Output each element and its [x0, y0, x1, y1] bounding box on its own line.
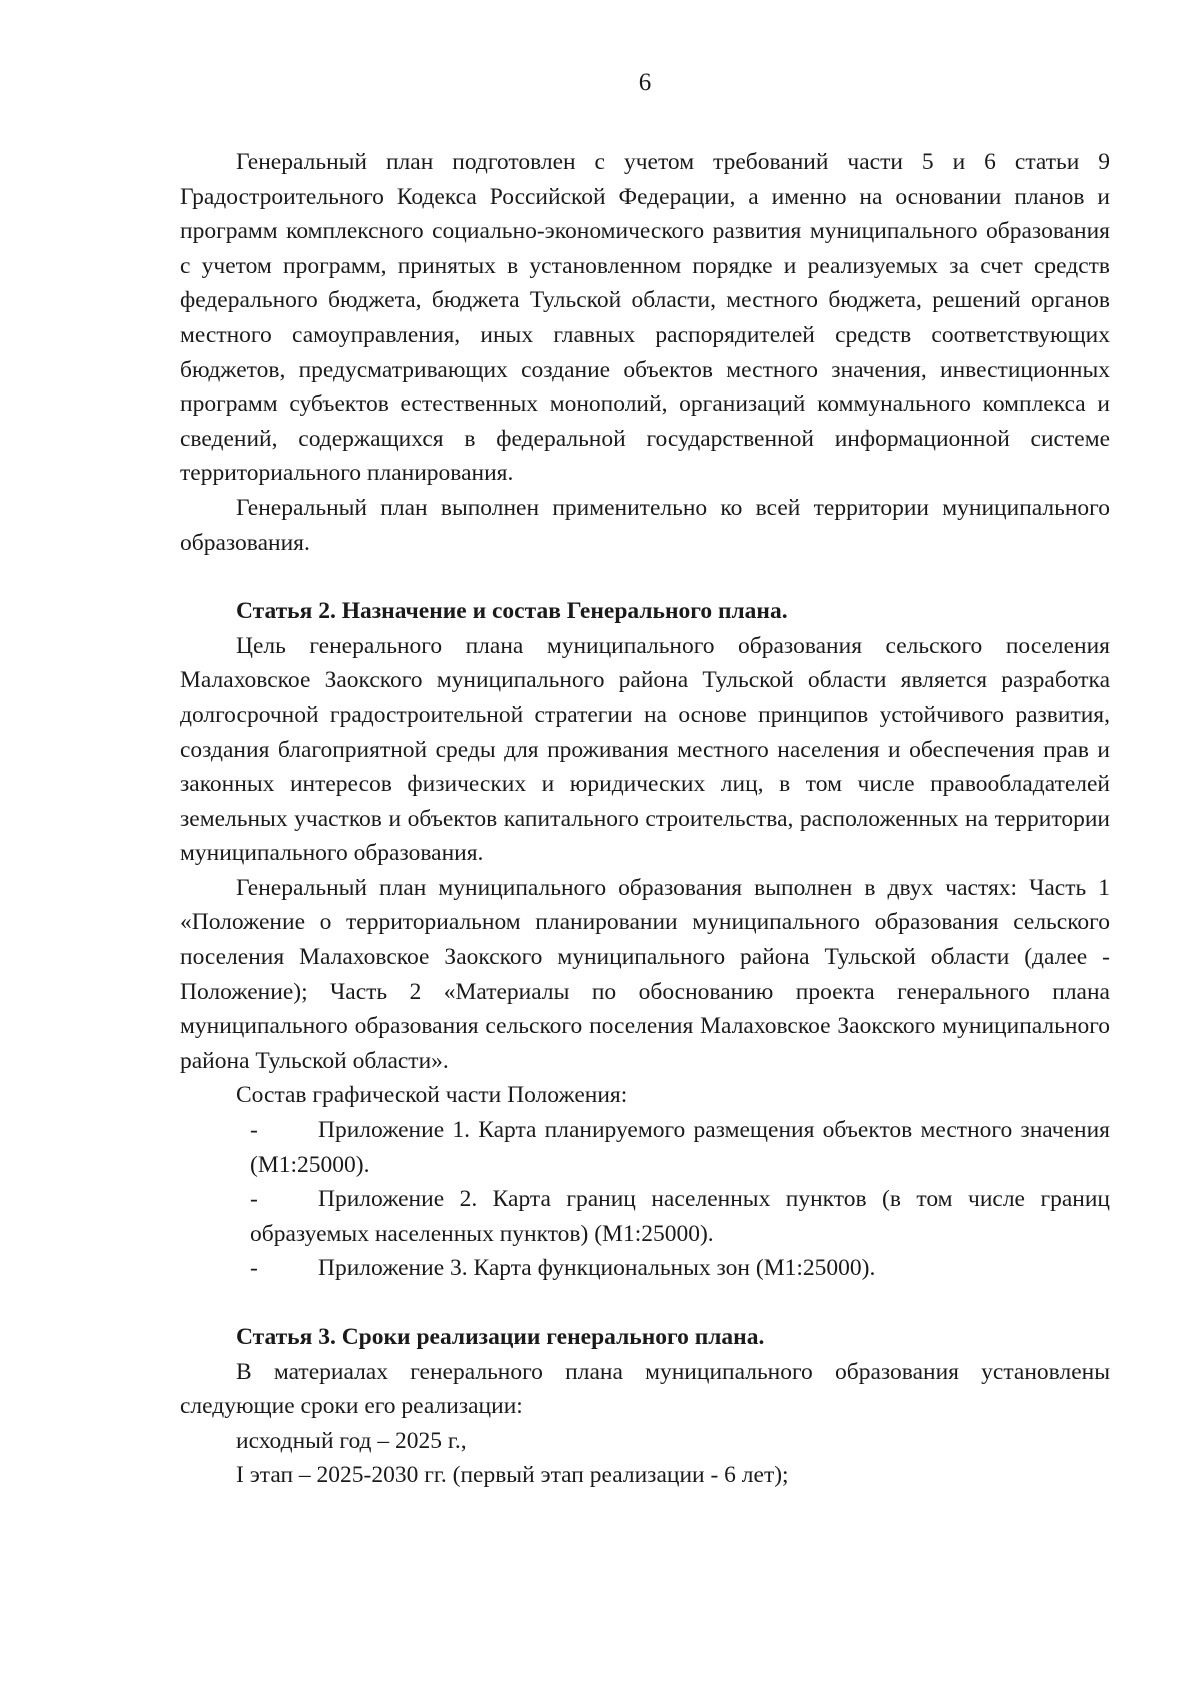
document-body: [180, 145, 1110, 1493]
article-2-parts-paragraph: Генеральный план муниципального образования выполнен в двух частях: Часть 1 «Положение о территориальном планировании муниципального образования сельского поселения Малаховское Заокского муниципального района Тульской области (далее - Положение); Часть 2 «Материалы по обоснованию проекта генерального плана муниципального образования сельского поселения Малаховское Заокского муниципального района Тульской области».: [180, 874, 1110, 1074]
article-3-stage-1: I этап – 2025-2030 гг. (первый этап реализации - 6 лет);: [236, 1462, 789, 1489]
article-3-base-year: исходный год – 2025 г.,: [236, 1427, 467, 1454]
intro-paragraph-requirements: Генеральный план подготовлен с учетом требований части 5 и 6 статьи 9 Градостроительного Кодекса Российской Федерации, а именно на основании планов и программ комплексного социально-экономического развития муниципального образования с учетом программ, принятых в установленном порядке и реализуемых за счет средств федерального бюджета, бюджета Тульской области, местного бюджета, решений органов местного самоуправления, иных главных распорядителей средств соответствующих бюджетов, предусматривающих создание объектов местного значения, инвестиционных программ субъектов естественных монополий, организаций коммунального комплекса и сведений, содержащихся в федеральной государственной информационной системе территориального планирования.: [180, 149, 1110, 487]
page-number: 6: [638, 69, 652, 96]
article-3-heading: Статья 3. Сроки реализации генерального плана.: [236, 1324, 765, 1350]
intro-paragraph-scope: Генеральный план выполнен применительно ко всей территории муниципального образования.: [180, 494, 1110, 556]
appendix-item-1: - Приложение 1. Карта планируемого размещения объектов местного значения (М1:25000).: [180, 1113, 1110, 1182]
appendix-item-2: - Приложение 2. Карта границ населенных пунктов (в том числе границ образуемых населенных пунктов) (М1:25000).: [180, 1182, 1110, 1251]
article-2-goal-paragraph: Цель генерального плана муниципального образования сельского поселения Малаховское Заокского муниципального района Тульской области является разработка долгосрочной градостроительной стратегии на основе принципов устойчивого развития, создания благоприятной среды для проживания местного населения и обеспечения прав и законных интересов физических и юридических лиц, в том числе правообладателей земельных участков и объектов капитального строительства, расположенных на территории муниципального образования.: [180, 632, 1110, 867]
article-3-intro-paragraph: В материалах генерального плана муниципального образования установлены следующие сроки его реализации:: [180, 1358, 1110, 1420]
appendix-item-3: - Приложение 3. Карта функциональных зон (М1:25000).: [180, 1251, 1110, 1286]
article-2-heading: Статья 2. Назначение и состав Генерального плана.: [236, 598, 788, 625]
article-2-graphic-composition: Состав графической части Положения:: [236, 1082, 628, 1109]
